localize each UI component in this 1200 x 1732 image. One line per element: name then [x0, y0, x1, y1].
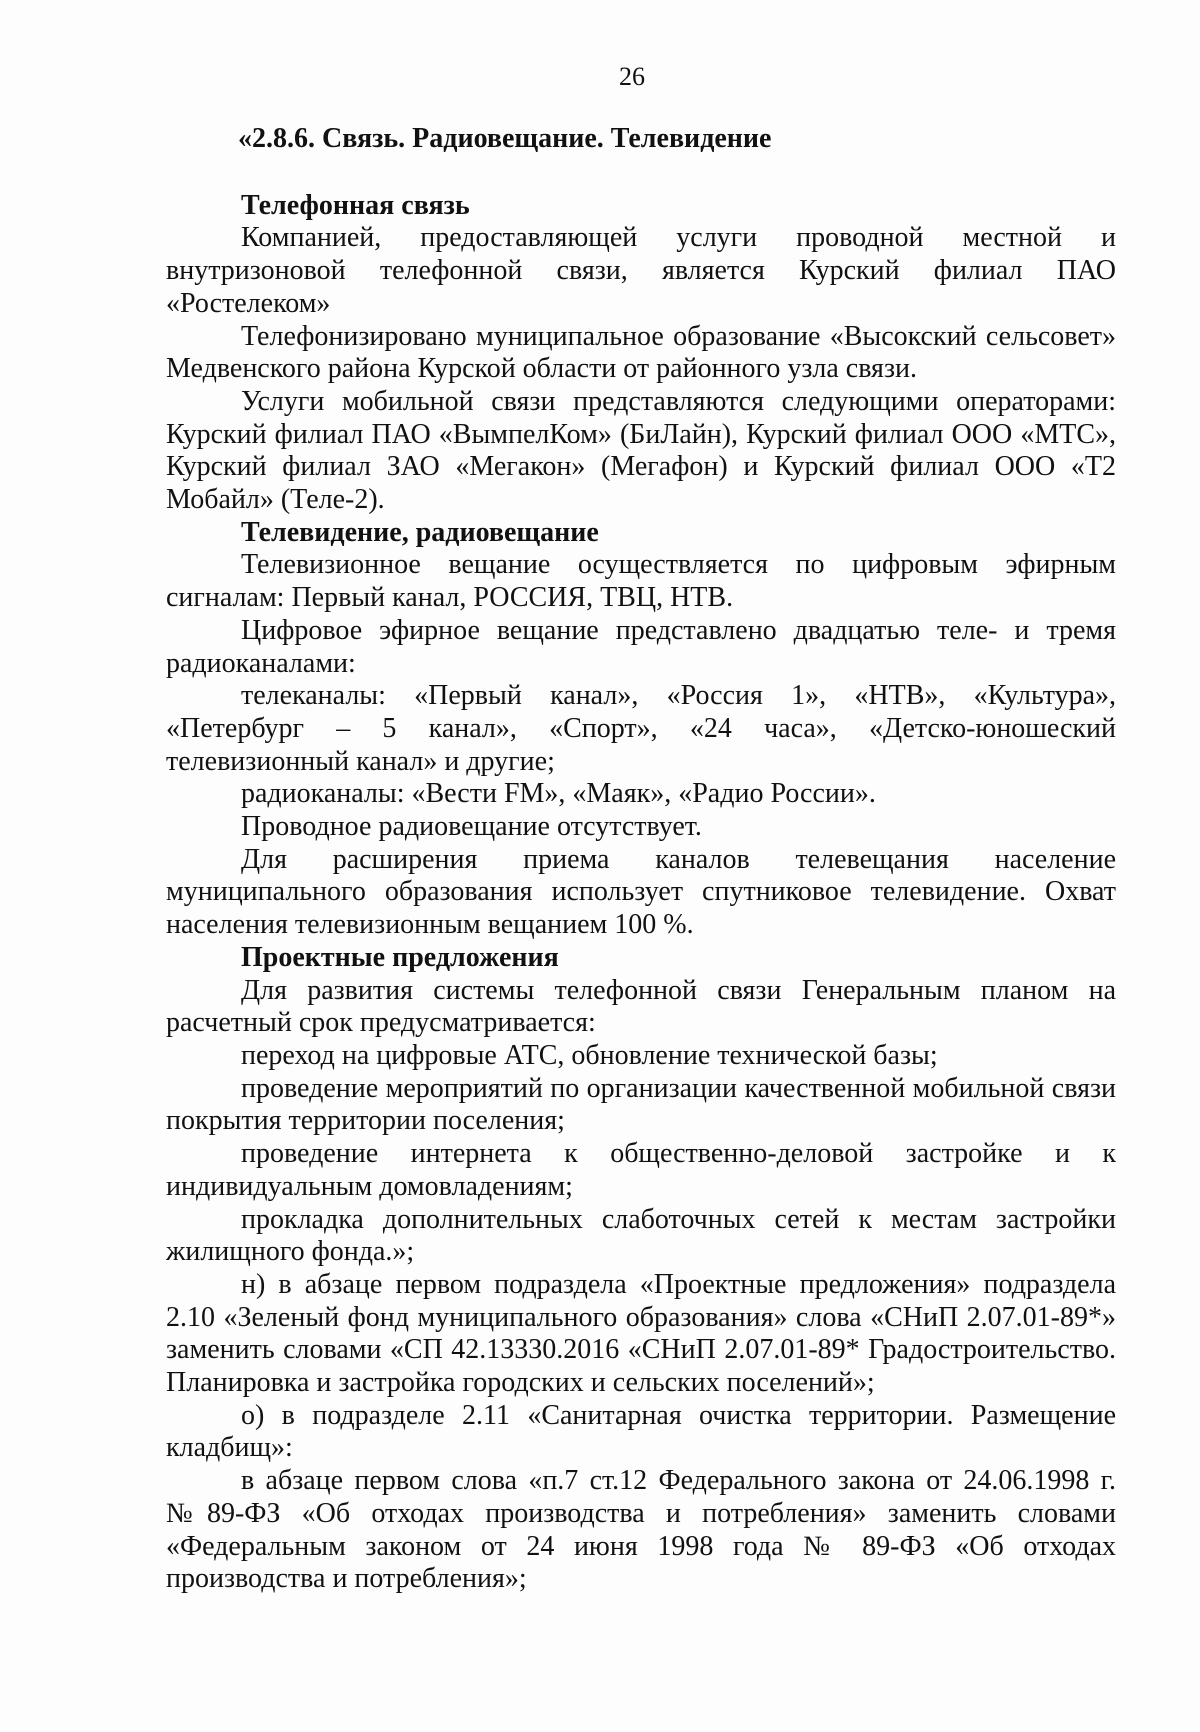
paragraph: радиоканалы: «Вести FM», «Маяк», «Радио России». — [241, 778, 876, 810]
paragraph: Телефонизировано муниципальное образование «Высокский сельсовет» Медвенского района Курской области от районного узла связи. — [166, 320, 1116, 385]
paragraph: проведение интернета к общественно-деловой застройке и к индивидуальным домовладениям; — [166, 1138, 1116, 1202]
section-title: «2.8.6. Связь. Радиовещание. Телевидение — [238, 123, 772, 154]
paragraph: н) в абзаце первом подраздела «Проектные предложения» подраздела 2.10 «Зеленый фонд муниципального образования» слова «СНиП 2.07.01-89*» заменить словами «СП 42.13330.2016 «СНиП 2.07.01-89* Градостроительство. Планировка и застройка городских и сельских поселений»; — [166, 1268, 1116, 1399]
heading-proposals: Проектные предложения — [241, 941, 559, 973]
paragraph: Компанией, предоставляющей услуги проводной местной и внутризоновой телефонной связи, является Курский филиал ПАО «Ростелеком» — [166, 222, 1116, 319]
paragraph: Услуги мобильной связи представляются следующими операторами: Курский филиал ПАО «ВымпелКом» (БиЛайн), Курский филиал ООО «МТС», Курский филиал ЗАО «Мегакон» (Мегафон) и Курский филиал ООО «Т2 Мобайл» (Теле-2). — [166, 385, 1116, 516]
paragraph: Для расширения приема каналов телевещания население муниципального образования использует спутниковое телевидение. Охват населения телевизионным вещанием 100 %. — [166, 843, 1116, 941]
paragraph: телеканалы: «Первый канал», «Россия 1», «НТВ», «Культура», «Петербург – 5 канал», «Спорт», «24 часа», «Детско-юношеский телевизионный канал» и другие; — [166, 680, 1116, 777]
paragraph: Для развития системы телефонной связи Генеральным планом на расчетный срок предусматривается: — [166, 974, 1116, 1039]
paragraph: о) в подразделе 2.11 «Санитарная очистка территории. Размещение кладбищ»: — [166, 1399, 1116, 1464]
paragraph: в абзаце первом слова «п.7 ст.12 Федерального закона от 24.06.1998 г. №89-ФЗ «Об отходах производства и потребления» заменить словами «Федеральным законом от 24 июня 1998 года № 89-ФЗ «Об отходах производства и потребления»; — [166, 1465, 1116, 1595]
paragraph: переход на цифровые АТС, обновление технической базы; — [241, 1039, 938, 1071]
heading-tv: Телевидение, радиовещание — [241, 516, 599, 548]
document-body — [166, 123, 1116, 1596]
paragraph: Проводное радиовещание отсутствует. — [241, 811, 702, 843]
paragraph: проведение мероприятий по организации качественной мобильной связи покрытия территории поселения; — [166, 1072, 1116, 1137]
paragraph: Телевизионное вещание осуществляется по цифровым эфирным сигналам: Первый канал, РОССИЯ, ТВЦ, НТВ. — [166, 549, 1116, 614]
page-number: 26 — [619, 62, 645, 91]
paragraph: прокладка дополнительных слаботочных сетей к местам застройки жилищного фонда.»; — [166, 1203, 1116, 1268]
paragraph: Цифровое эфирное вещание представлено двадцатью теле- и тремя радиоканалами: — [166, 614, 1116, 679]
heading-phone: Телефонная связь — [241, 189, 470, 221]
